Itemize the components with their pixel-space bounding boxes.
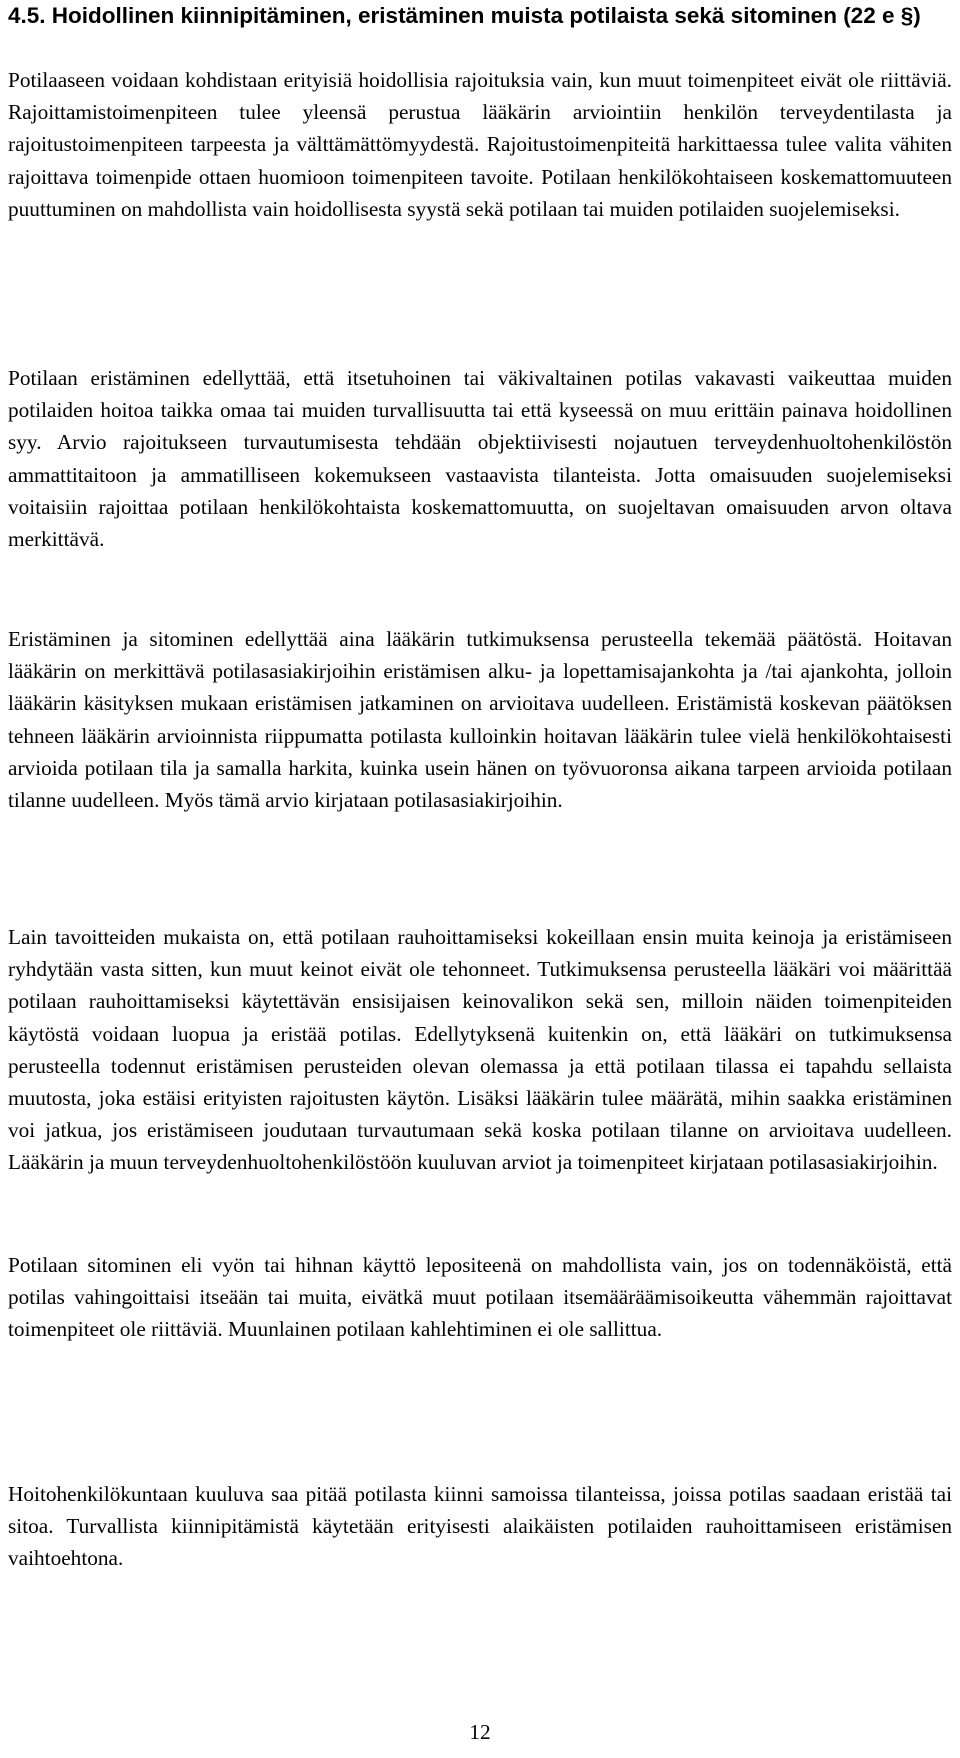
paragraph-holding-patient: Hoitohenkilökuntaan kuuluva saa pitää potilasta kiinni samoissa tilanteissa, joissa potilas saadaan eristää tai sitoa. Turvallista kiinnipitämistä käytetään erityisesti alaikäisten potilaiden rauhoittamiseen eristämisen vaihtoehtona. [8,1482,952,1571]
paragraph-restraint-binding: Potilaan sitominen eli vyön tai hihnan käyttö lepositeenä on mahdollista vain, jos on todennäköistä, että potilas vahingoittaisi itseään tai muita, eivätkä muut potilaan itsemääräämisoikeutta vähemmän rajoittavat toimenpiteet ole riittäviä. Muunlainen potilaan kahlehtiminen ei ole sallittua. [8,1253,952,1342]
section-heading: 4.5. Hoidollinen kiinnipitäminen, eristäminen muista potilaista sekä sitominen (22 e §) [8,3,921,28]
page-number: 12 [469,1720,491,1744]
paragraph-law-objectives: Lain tavoitteiden mukaista on, että potilaan rauhoittamiseksi kokeillaan ensin muita keinoja ja eristämiseen ryhdytään vasta sitten, kun muut keinot eivät ole tehonneet. Tutkimuksensa perusteella lääkäri voi määrittää potilaan rauhoittamiseksi käytettävän ensisijaisen keinovalikon sekä sen, milloin näiden toimenpiteiden käytöstä voidaan luopua ja eristää potilas. Edellytyksenä kuitenkin on, että lääkäri on tutkimuksensa perusteella todennut eristämisen perusteiden olevan olemassa ja että potilaan tilassa ei tapahdu sellaista muutosta, joka estäisi erityisten rajoitusten käytön. Lisäksi lääkärin tulee määrätä, mihin saakka eristäminen voi jatkua, jos eristämiseen joudutaan turvautumaan sekä koska potilaan tilanne on arvioitava uudelleen. Lääkärin ja muun terveydenhuoltohenkilöstöön kuuluvan arviot ja toimenpiteet kirjataan potilasasiakirjoihin. [8,925,952,1175]
paragraph-isolation-decision: Eristäminen ja sitominen edellyttää aina lääkärin tutkimuksensa perusteella tekemää päätöstä. Hoitavan lääkärin on merkittävä potilasasiakirjoihin eristämisen alku- ja lopettamisajankohta ja /tai ajankohta, jolloin lääkärin käsityksen mukaan eristämisen jatkaminen on arvioitava uudelleen. Eristämistä koskevan päätöksen tehneen lääkärin arvioinnista riippumatta potilasta kulloinkin hoitavan lääkärin tulee vielä henkilökohtaisesti arvioida potilaan tila ja samalla harkita, kuinka usein hänen on työvuoronsa aikana tarpeen arvioida potilaan tilanne uudelleen. Myös tämä arvio kirjataan potilasasiakirjoihin. [8,627,952,813]
paragraph-isolation-criteria: Potilaan eristäminen edellyttää, että itsetuhoinen tai väkivaltainen potilas vakavasti vaikeuttaa muiden potilaiden hoitoa taikka omaa tai muiden turvallisuutta tai että kyseessä on muu erittäin painava hoidollinen syy. Arvio rajoitukseen turvautumisesta tehdään objektiivisesti nojautuen terveydenhuoltohenkilöstön ammattitaitoon ja ammatilliseen kokemukseen vastaavista tilanteista. Jotta omaisuuden suojelemiseksi voitaisiin rajoittaa potilaan henkilökohtaista koskemattomuutta, on suojeltavan omaisuuden arvon oltava merkittävä. [8,366,952,552]
paragraph-restrictions-intro: Potilaaseen voidaan kohdistaan erityisiä hoidollisia rajoituksia vain, kun muut toimenpiteet eivät ole riittäviä. Rajoittamistoimenpiteen tulee yleensä perustua lääkärin arviointiin henkilön terveydentilasta ja rajoitustoimenpiteen tarpeesta ja välttämättömyydestä. Rajoitustoimenpiteitä harkittaessa tulee valita vähiten rajoittava toimenpide ottaen huomioon toimenpiteen tavoite. Potilaan henkilökohtaiseen koskemattomuuteen puuttuminen on mahdollista vain hoidollisesta syystä sekä potilaan tai muiden potilaiden suojelemiseksi. [8,68,952,221]
